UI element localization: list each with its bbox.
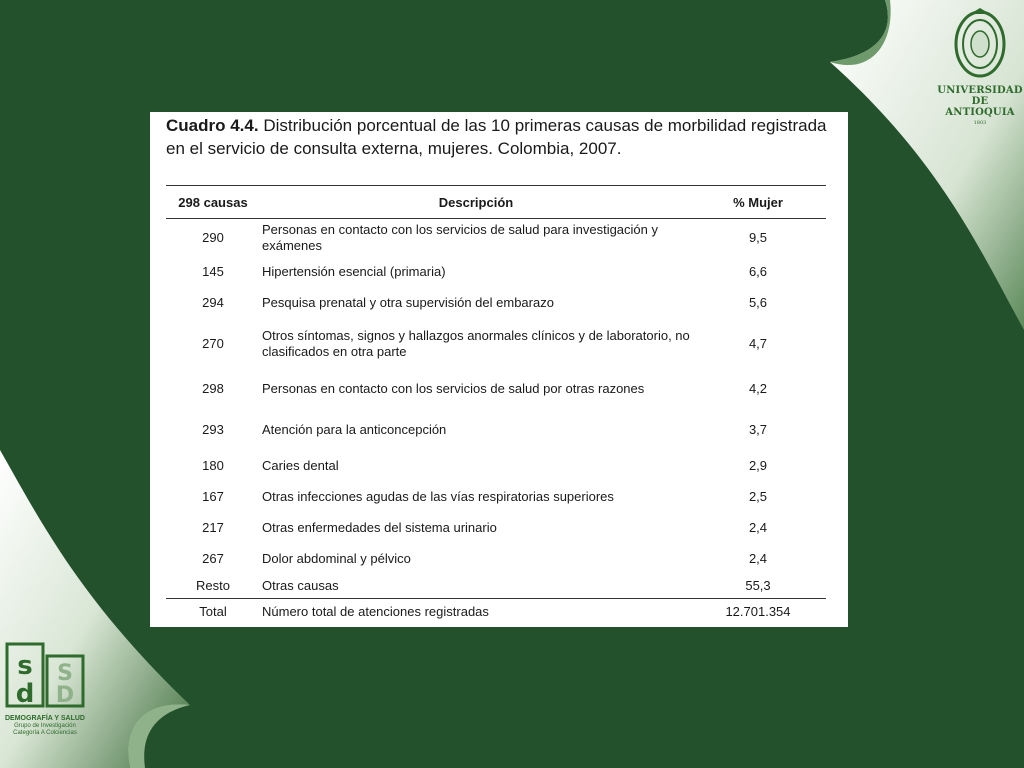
morbidity-table xyxy=(166,185,826,624)
table-row xyxy=(166,482,826,513)
total-value: 12.701.354 xyxy=(690,599,826,625)
university-name-line1: UNIVERSIDAD xyxy=(937,85,1023,96)
row-description: Pesquisa prenatal y otra supervisión del embarazo xyxy=(262,295,554,310)
caption-text: Distribución porcentual de las 10 primeras causas de morbilidad registrada en el servicio de consulta externa, mujeres. Colombia, 2007. xyxy=(166,116,827,158)
table-row xyxy=(166,288,826,319)
row-description: Dolor abdominal y pélvico xyxy=(262,551,411,566)
table-caption xyxy=(166,114,838,160)
table-row xyxy=(166,257,826,288)
research-group-logo xyxy=(2,640,88,737)
table-header-row xyxy=(166,186,826,219)
table-row xyxy=(166,369,826,410)
row-percent: 3,7 xyxy=(748,422,768,437)
university-logo xyxy=(936,4,1024,126)
svg-text:S: S xyxy=(57,661,73,686)
row-code: 290 xyxy=(202,229,224,245)
row-code: 267 xyxy=(202,551,224,566)
row-code: Resto xyxy=(196,578,230,594)
table-row xyxy=(166,319,826,369)
row-percent: 9,5 xyxy=(748,229,768,245)
total-label: Total xyxy=(166,599,260,625)
row-code: 270 xyxy=(202,335,224,351)
row-description: Otras enfermedades del sistema urinario xyxy=(262,520,497,535)
row-code: 298 xyxy=(202,381,224,396)
row-percent: 2,9 xyxy=(748,458,768,473)
university-seal-icon xyxy=(948,4,1012,80)
header-percent: % Mujer xyxy=(690,186,826,219)
table-total-row xyxy=(166,599,826,625)
row-code: 167 xyxy=(202,489,224,504)
row-percent: 4,2 xyxy=(748,381,768,396)
row-description: Personas en contacto con los servicios de salud por otras razones xyxy=(262,381,645,396)
caption-label: Cuadro 4.4. xyxy=(166,116,259,135)
group-subtitle: Grupo de Investigación xyxy=(14,723,76,729)
university-year: 1803 xyxy=(973,120,987,126)
table-row xyxy=(166,544,826,575)
row-code: 293 xyxy=(202,422,224,437)
row-description: Caries dental xyxy=(262,458,339,473)
svg-text:s: s xyxy=(17,651,33,681)
row-description: Personas en contacto con los servicios de salud para investigación y exámenes xyxy=(262,221,658,253)
row-percent: 6,6 xyxy=(748,264,768,279)
svg-text:d: d xyxy=(15,679,35,709)
svg-text:D: D xyxy=(55,683,75,708)
table-row xyxy=(166,219,826,257)
sd-logo-icon xyxy=(5,640,85,710)
row-percent: 4,7 xyxy=(748,335,768,351)
table-row xyxy=(166,575,826,599)
row-description: Otras causas xyxy=(262,578,339,594)
university-name-line2: DE ANTIOQUIA xyxy=(945,96,1015,118)
group-category: Categoría A Colciencias xyxy=(13,730,77,736)
row-code: 217 xyxy=(202,520,224,535)
table-row xyxy=(166,513,826,544)
row-percent: 5,6 xyxy=(748,295,768,310)
group-name: DEMOGRAFÍA Y SALUD xyxy=(5,715,85,722)
table-row xyxy=(166,451,826,482)
row-code: 180 xyxy=(202,458,224,473)
row-percent: 2,4 xyxy=(748,520,768,535)
row-percent: 55,3 xyxy=(745,578,771,594)
table-row xyxy=(166,410,826,451)
total-description: Número total de atenciones registradas xyxy=(260,599,690,625)
header-causes: 298 causas xyxy=(166,186,260,219)
row-code: 145 xyxy=(202,264,224,279)
row-percent: 2,4 xyxy=(748,551,768,566)
row-description: Atención para la anticoncepción xyxy=(262,422,447,437)
row-code: 294 xyxy=(202,295,224,310)
table-card xyxy=(150,112,848,627)
row-description: Hipertensión esencial (primaria) xyxy=(262,264,446,279)
row-percent: 2,5 xyxy=(748,489,768,504)
header-description: Descripción xyxy=(260,186,690,219)
row-description: Otras infecciones agudas de las vías respiratorias superiores xyxy=(262,489,614,504)
row-description: Otros síntomas, signos y hallazgos anormales clínicos y de laboratorio, no clasificados en otra parte xyxy=(262,327,690,359)
